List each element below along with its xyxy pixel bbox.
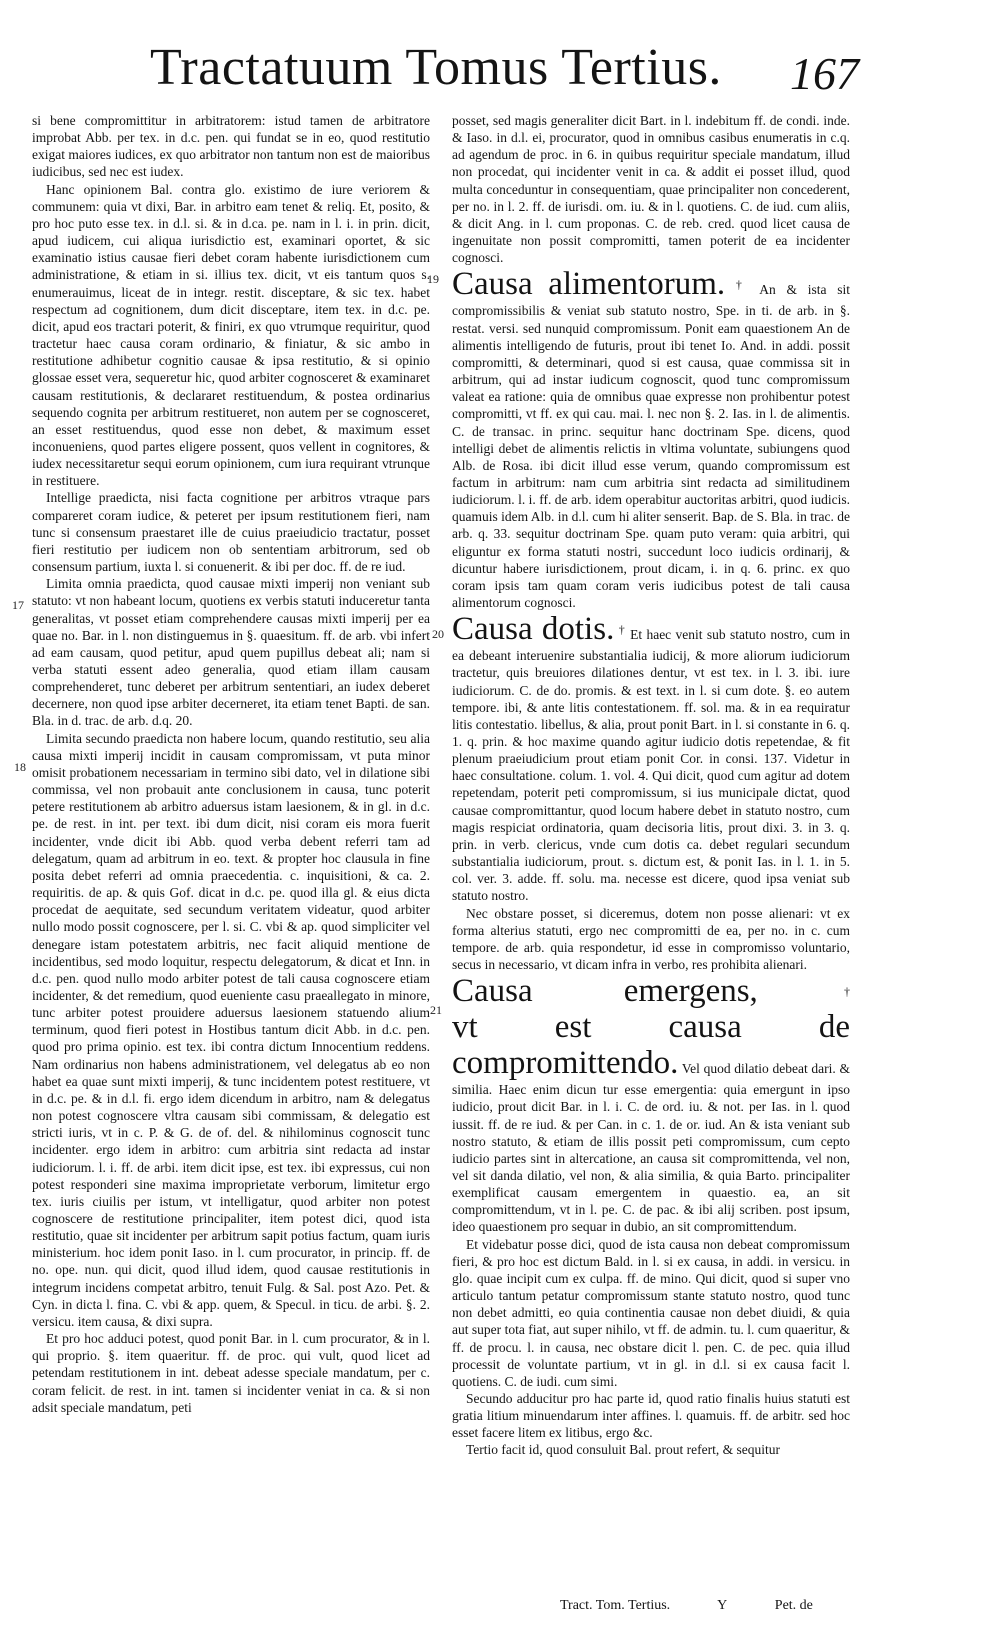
dagger-icon: † [735, 277, 750, 292]
catchword: Pet. de [774, 1598, 813, 1613]
paragraph: Tertio facit id, quod consuluit Bal. prout refert, & sequitur [466, 1442, 780, 1458]
paragraph: posset, sed magis generaliter dicit Bart. in l. indebitum ff. de condi. inde. & Iaso. in d.l. ei, procurator, quod in omnibus casibus enumeratis in c.q. ad agendum de proc. in 6. in quibus requiritur speciale mandatum, illud non procedat, qui incidenter venit in ca. & addit ei posset illud, quod multa conceduntur in consequentiam, quae principaliter non concederent, per no. in l. 2. ff. de iurisdi. om. iu. & in l. quotiens. C. de iud. cum aliis, & dicit Ang. in l. cum proponas. C. de reb. cred. quod licet causa de ingenuitate non possit compromitti, tamen poterit de ea incidenter cognosci. [452, 113, 850, 266]
rubric-causa-dotis: Causa dotis. [452, 611, 615, 648]
paragraph-lead: Vel quod dilatio debeat dari. & similia. Haec enim dicun [452, 1061, 850, 1098]
section-emergens [452, 973, 850, 1235]
paragraph: Hanc opinionem Bal. contra glo. existimo de iure veriorem & communem: quia vt dixi, Bar. in arbitro eam tenet & reliq. Et, posito, & pro hoc puto esse tex. in d.l. si. & in d.ca. pe. nam in l. i. in prin. dicit, apud iudicem, cui aliqua iurisdictio est, examinari oportet, & sic examinatio istius causae fieri debet coram habente iurisdictionem cum administratione, & etiam in si. illius tex. dicit, vt eis tantum quos s. enumerauimus, liceat de in integr. restit. disceptare, & sic tex. habet respectum ad cognitionem, dum dicit disceptare, item tex. in d.c. pe. dicit, apud eos tractari poterit, & finiri, ex quo vtrumque requiritur, quod tractetur haec causa coram ordinario, & finiatur, & sic ambo in restitutione adhibetur cognitio causae & ipsa restitutio, & si opinio glossae esset vera, sequeretur hic, quod arbiter cognosceret & examinaret causam restitutionis, & declararet restituendum, & postea ordinarius sequendo cognita per arbitrum restitueret, non autem per se cognosceret, an esset restituendus, quod esse non debet, & maximum esset inconueniens, quod partes eligere possent, quos vellent in cognitores, & iudex necessitaretur sequi eorum opinionem, cum iura requirant vtrunque in restituere. [32, 181, 430, 489]
page-footer [560, 1598, 857, 1614]
paragraph: tur esse emergentia: quia emergunt in ipso iudicio, prout dicit Bar. in l. i. C. de ord. iu. & not. per Ias. in l. quod iussit. ff. de re iud. & per Can. in c. 1. de or. iud. An & ista veniant sub nostro statuto, & etiam de illis possit peti compromissum, cum cepto iudicio partes sint in altercatione, an causa sit compromittenda, vel non, vel sit danda dilatio, vel non, & alia similia, & quia Barto. principaliter exemplificat causam emergentem in quaestio. ea, an sit compromittendum, vt in l. pe. C. de pac. & ibi alij scriben. post ipsum, ideo quaestionem pro sequar in dubio, an sit compromittendum. [452, 1082, 851, 1235]
margin-number-19: 19 [427, 272, 439, 286]
margin-number-20: 20 [432, 627, 444, 641]
dagger-icon: † [618, 622, 626, 637]
margin-number-18: 18 [14, 760, 26, 774]
paragraph: Et pro hoc adduci potest, quod ponit Bar. in l. cum procurator, & in l. qui proprio. §. item quaeritur. ff. de proc. qui vult, quod licet ad petendam restitutionem in int. debeat adesse speciale mandatum, per c. coram felicit. de rest. in int. tamen si incidenter veniat in ca. & si non adsit speciale mandatum, peti [32, 1331, 430, 1415]
rubric-causa-emergens: Causa emergens, [452, 973, 758, 1010]
paragraph: Limita omnia praedicta, quod causae mixti imperij non veniant sub statuto: vt non habeant locum, quotiens ex verbis statuti induceretur tanta generalitas, vt posset etiam comprehendere causas mixti imperij per ea quae no. Bar. in l. non distinguemus in §. quaesitum. ff. de arb. vbi infert ad eam causam, quod petitur, apud quem pupillus debeat ali; nam si verba statuti essent adeo generalia, quod etiam illam causam comprehenderet, tunc deberet per arbitrum sententiari, an iudex deberet decernere, non quod ipse arbiter decerneret, ita etiam tenet Bapti. de san. Bla. in d. trac. de arb. d.q. 20. [32, 576, 430, 729]
margin-number-17: 17 [12, 598, 24, 612]
paragraph: statuto nostro, Spe. in ti. de arb. in §. restat. versi. sed nunquid compromissum. Ponit eam quaestionem An de alimentis intelligendo de futuris, prout ibi tenet Io. And. in addi. possit compromitti, & determinari, quod si est causa, quae commissa sit in arbitrum, qui ad instar iudicum cognoscit, quod tunc compromissum valeat ea ratione: quia de omnibus quae expresse non prohibentur potest compromitti, vt ff. ex qui cau. mai. l. nec non §. 2. Ias. in l. de alimentis. C. de transac. in princ. sequitur hanc doctrinam Spe. dicens, quod intelligi debet de alimentis relictis in vltima voluntate, subiungens quod Alb. de Rosa. ibi dicit illud esse verum, quando compromissum est factum in arbitrum: nam cum arbitria sint redacta ad similitudinem iudiciorum. l. i. ff. de arb. idem operabitur auctoritas arbitri, quod iudicis. quamuis idem Alb. in d.l. cum hi aliter senserit. Bap. de S. Bla. in trac. de arb. q. 33. sequitur doctrinam Spe. quam puto veram: quia arbitri, qui eliguntur ex forma statuti nostri, succedunt loco iudicis ordinarij, & dicuntur habere iurisdictionem, prout dicam, i. in q. 6. princ. ex quo coram ipsis tam quam coram veris iudicibus potest de tali causa alimentorum cognosci. [452, 303, 850, 611]
paragraph: Secundo adducitur pro hac parte id, quod ratio finalis huius statuti est gratia litium minuendarum inter affines. l. quamuis. ff. de arbitr. sed hoc esset facere litem ex litibus, ergo &c. [452, 1391, 850, 1441]
rubric-causa-alimentorum: Causa alimentorum. [452, 266, 726, 303]
paragraph: Nec obstare posset, si diceremus, dotem non posse alienari: vt ex forma alterius statuti, ergo nec compromitti de ea, per no. in c. cum tempore. de arb. quia respondetur, id esse in compromisso voluntario, secus in necessario, vt dicam infra in verbo, res prohibita alienari. [452, 905, 850, 973]
section-alimentorum [452, 266, 850, 611]
paragraph: Limita secundo praedicta non habere locum, quando restitutio, seu alia causa mixti imperij incidit in causam compromissam, vt puta minor omisit probationem necessariam in termino sibi dato, vel in dilatione sibi commissa, vel non probauit ante conclusionem in causa, tunc poterit petere restitutionem ab arbitro aduersus istam laesionem, & in gl. in d.c. pe. de rest. in int. per text. ibi dum dicit, nisi coram eis mora fuerit incidenter, vnde dicit ibi Abb. quod verba debent referri tam ad delegatum, quam ad arbitrum in eo. text. & propter hoc clausula in fine posita debet referri ad omnia praecedentia. c. inquisitioni, & ca. 2. requiritis. de ap. & quis Gof. dicat in d.c. pe. quod illa gl. & eius dicta procedat de aequitate, sed secundum veritatem videatur, quod arbiter nullo modo possit cognoscere, per l. si. C. vbi & ap. quod simpliciter vel denegare istam potestatem arbitris, nec facit aliquid mentione de incidentibus, sed modo loquitur, respectu delegatorum, & dicat et Inn. in d.c. pen. quod nullo modo arbiter potest de tali causa cognoscere etiam incidenter, & det remedium, quod eueniente casu praeallegato in minore, tunc arbiter potest prouidere aduersus laesionem statuendo alium terminum, quod fieri potest in Hostibus tantum dicit Abb. in d.c. pen. quod pro prima opinio. est tex. ibi contra dictum Innocentium reddens. Nam ordinarius non habens administrationem, vel delegatus ab eo non habet ea quae sunt mixti imperij, & tunc incidentem potest restituere, vt in d.c. pe. & in d.l. fi. ergo idem dicendum in arbitro, nam & delegatus non potest cognoscere vltra causam sibi commissam, & delegatio est stricti iuris, vt in c. P. & G. de of. del. & nihilominus cognoscit tunc incidenter. ergo idem in arbitro: cum arbitria sint redacta ad instar iudiciorum. l. i. ff. de arbi. item dicit ipse, est tex. ibi expressus, cui non potest responderi sine maxima improprietate verborum, limitetur ergo tex. iuris ciuilis per istum, vt intelligatur, quod arbiter non potest cognoscere de restitutione principaliter, item potest dici, quod ista restitutio, quae sit incidenter per arbitrum sapit potius factum, quam iuris ministerium. hoc idem ponit Iaso. in l. cum procurator, in princip. ff. de no. ope. nun. qui dicit, quod illud idem, quod causae restitutionis in integrum incidens competat arbitro, tenuit Fulg. & Sal. post Azo. Pet. & Cyn. in dicta l. fina. C. vbi & app. quem, & Specul. in ticu. de arbi. §. 2. versicu. item causa, & dixi supra. [32, 730, 430, 1329]
running-title: Tractatuum Tomus Tertius. [150, 39, 722, 96]
paragraph: Et videbatur posse dici, quod de ista causa non debeat compromissum fieri, & pro hoc est dictum Bald. in l. si ex causa, in addi. in versicu. in glo. quae incipit cum ex culpa. ff. de mino. Qui dicit, quod si super vno articulo tantum petatur compromissum stante statuto nostro, quod tunc non debet admitti, eo quia continentia causae non debet diuidi, & quia aut super tota fiat, aut super nihilo, vt ff. de admin. tu. l. cum quaeritur, & ff. de procu. l. in causa, nec obstare dicit l. pen. C. de pec. quia illud processit de voluntate partium, vt in gl. in d.l. si ex causa facit l. quotiens. C. de iudi. cum simi. [452, 1236, 850, 1389]
paragraph: si bene compromittitur in arbitratorem: istud tamen de arbitratore improbat Abb. per tex. in d.c. pen. qui fundat se in eo, quod restitutio exigat maiores iudices, ex quo arbitrator non tantum non est de maioribus iudicibus, sed nec est iudex. [32, 113, 430, 180]
rubric-vt-est-causa: vt est causa de [452, 1009, 850, 1046]
section-dotis [452, 611, 850, 904]
paragraph: iudicij, & more aliorum iudiciorum tractetur, quis breuiores dilationes dentur, vt est tex. in l. 3. ibi. iure iudiciorum. C. de do. promis. & est text. in l. si cum dote. §. eo autem tempore. ibi, & ante litis contestationem. ff. sol. ma. & in ea requiratur litis contestatio. libellus, & alia, prout ponit Bart. in l. si constante in 6. q. 1. q. prin. & hoc maxime quando agitur iudicio dotis repetendae, & fit plenum praeiudicium prout etiam ponit Cor. in consi. 137. Videtur in haec consultatione. colum. 1. vol. 4. Qui dicit, quod cum agitur ad dotem repetendam, poterit peti compromissum, si ius municipale dictat, quod causae compromittantur, quod locum habere debet in statuto nostro, cum magis respiciat ordinatoria, quam decisoria litis, prout dixi. 3. in 3. q. prin. in verb. clericus, vnde cum dotis ca. debet regulari secundum substantialia iudiciorum, prout. s. dictum est, & ponit Ias. in l. 1. in 5. col. ver. 3. adde. ff. solu. ma. necesse est dicere, quod ipsa veniat sub statuto nostro. [452, 648, 851, 904]
folio-number: 167 [790, 48, 859, 99]
paragraph: Intellige praedicta, nisi facta cognitione per arbitros vtraque pars compareret coram iudice, & peteret per ipsum restitutionem fieri, nam tunc si consensum praestaret ille de cuius praeiudicio tractatur, posset fieri restitutio per iudicem non ob sententiam arbitrorum, sed ob consensum partium, iuxta l. si conuenerit. & ibi per doc. ff. de re iud. [32, 490, 430, 575]
margin-number-21: 21 [430, 1003, 442, 1017]
paragraph-lead: Et haec venit sub statuto nostro, cum in ea debeant interuenire substantialia [452, 627, 851, 664]
signature-mark: Y [717, 1598, 728, 1613]
paragraph-lead: An & ista sit compromissibilis & veniat sub [452, 282, 850, 319]
footer-catchline: Tract. Tom. Tertius. [560, 1598, 671, 1613]
dagger-icon: † [844, 984, 850, 999]
rubric-compromittendo: compromittendo. [452, 1045, 679, 1082]
right-column [452, 112, 850, 1459]
left-column [32, 112, 430, 1416]
